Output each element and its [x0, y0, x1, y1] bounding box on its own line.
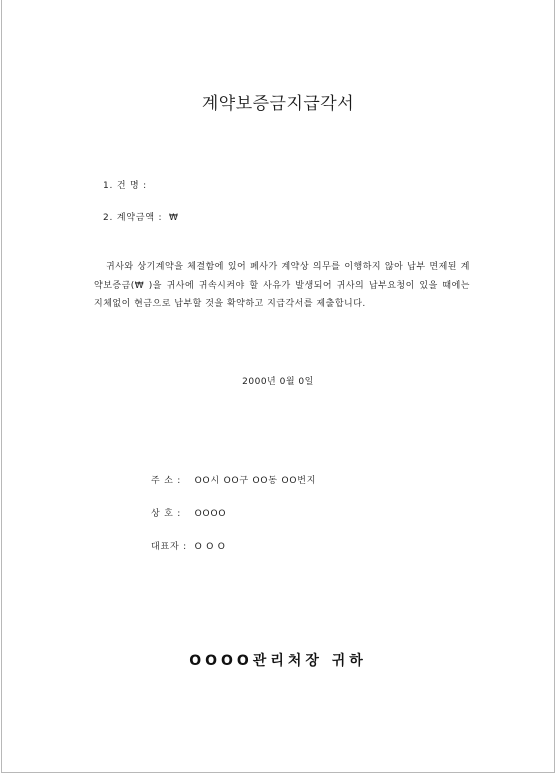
document-title: 계약보증금지급각서 [201, 94, 355, 114]
representative-label: 대표자 : [151, 542, 187, 552]
representative-value: O O O [194, 542, 226, 552]
address-value: OO시 OO구 OO동 OO번지 [194, 476, 317, 486]
addressee: OOOO관리처장 귀하 [189, 653, 367, 669]
contract-amount-label: 2. 계약금액 : [103, 213, 163, 223]
address-line [151, 473, 316, 486]
contract-name-field [103, 178, 154, 191]
company-line [151, 506, 226, 519]
contract-name-label: 1. 건 명 : [103, 181, 147, 191]
representative-line [151, 539, 226, 552]
pledge-paragraph: 귀사와 상기계약을 체결함에 있어 폐사가 계약상 의무를 이행하지 않아 납부 면제된 계약보증금(₩ )을 귀사에 귀속시켜야 할 사유가 발생되어 귀사의 납부요청이 있을 때에는 지체없이 현금으로 납부할 것을 확약하고 지급각서를 제출합니다. [94, 262, 470, 309]
document-date: 2000년 0월 0일 [242, 377, 314, 387]
address-label: 주 소 : [151, 476, 182, 486]
pledge-body [94, 258, 470, 314]
company-label: 상 호 : [151, 509, 182, 519]
contract-amount-value: ₩ [169, 213, 179, 223]
company-value: OOOO [194, 509, 227, 519]
document-page [1, 0, 555, 773]
contract-amount-field [103, 210, 179, 223]
